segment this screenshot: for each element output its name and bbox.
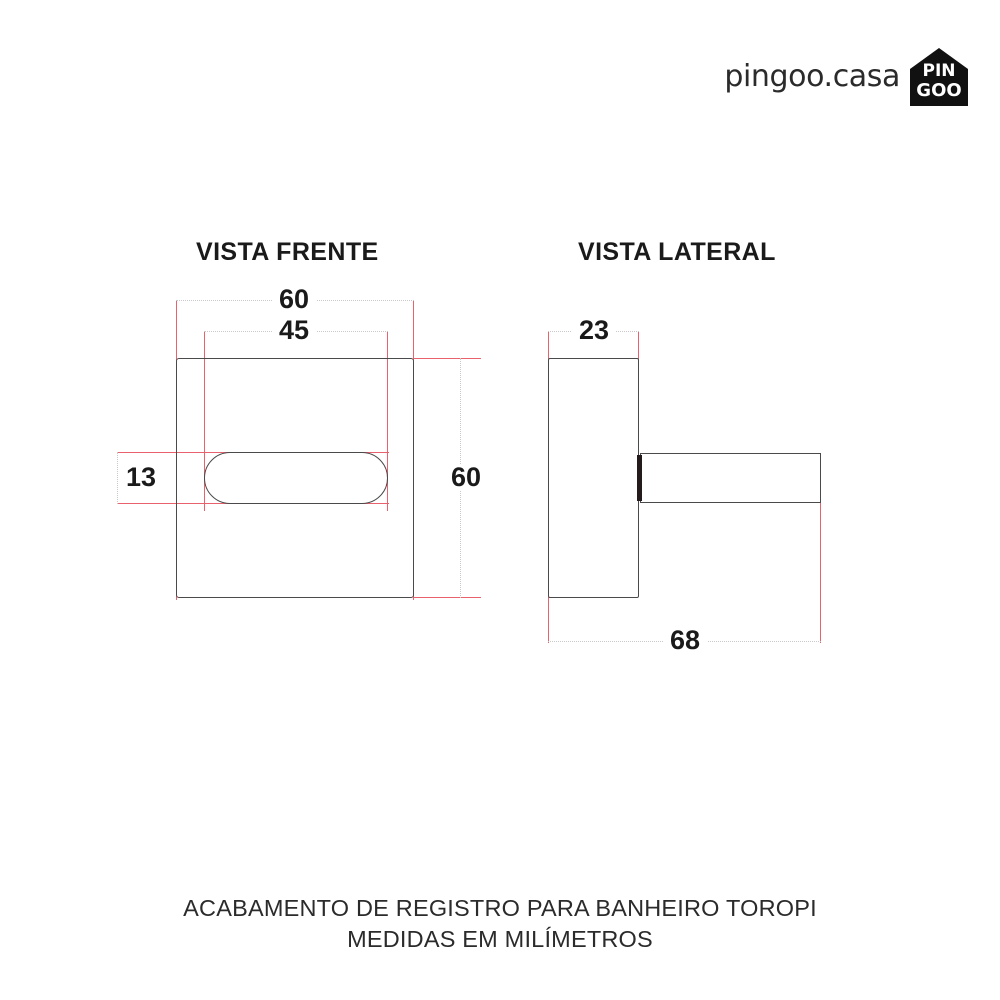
caption-line-2: MEDIDAS EM MILÍMETROS	[347, 926, 653, 953]
svg-text:GOO: GOO	[916, 80, 962, 101]
drawing-caption	[0, 893, 1000, 955]
lateral-extension-line-depth-right	[638, 331, 639, 359]
front-slot-outline	[204, 452, 388, 504]
dimension-label-front-height: 60	[444, 464, 488, 491]
front-extension-line-height-top	[413, 358, 481, 359]
lateral-plate-outline	[548, 358, 639, 598]
lateral-extension-line-length-left	[548, 597, 549, 643]
lateral-view-title: VISTA LATERAL	[578, 238, 776, 266]
lateral-extension-line-depth-left	[548, 331, 549, 359]
caption-line-1: ACABAMENTO DE REGISTRO PARA BANHEIRO TOROPI	[183, 895, 817, 921]
front-view-title: VISTA FRENTE	[196, 238, 379, 266]
dimension-label-slot-width: 45	[272, 317, 316, 344]
dimension-label-front-width: 60	[272, 286, 316, 313]
house-badge-icon	[910, 48, 968, 106]
dimension-label-plate-depth: 23	[572, 317, 616, 344]
svg-text:PIN: PIN	[922, 61, 956, 81]
dimension-label-slot-height: 13	[119, 464, 163, 491]
brand-logo	[724, 48, 968, 106]
lateral-extension-line-length-right	[820, 502, 821, 643]
dimension-label-total-length: 68	[663, 627, 707, 654]
lateral-joint-mark	[637, 455, 642, 501]
dimension-line-slot-height	[117, 452, 118, 504]
front-extension-line-height-bottom	[413, 597, 481, 598]
brand-wordmark: pingoo.casa	[724, 59, 900, 94]
lateral-bar-outline	[640, 453, 821, 503]
